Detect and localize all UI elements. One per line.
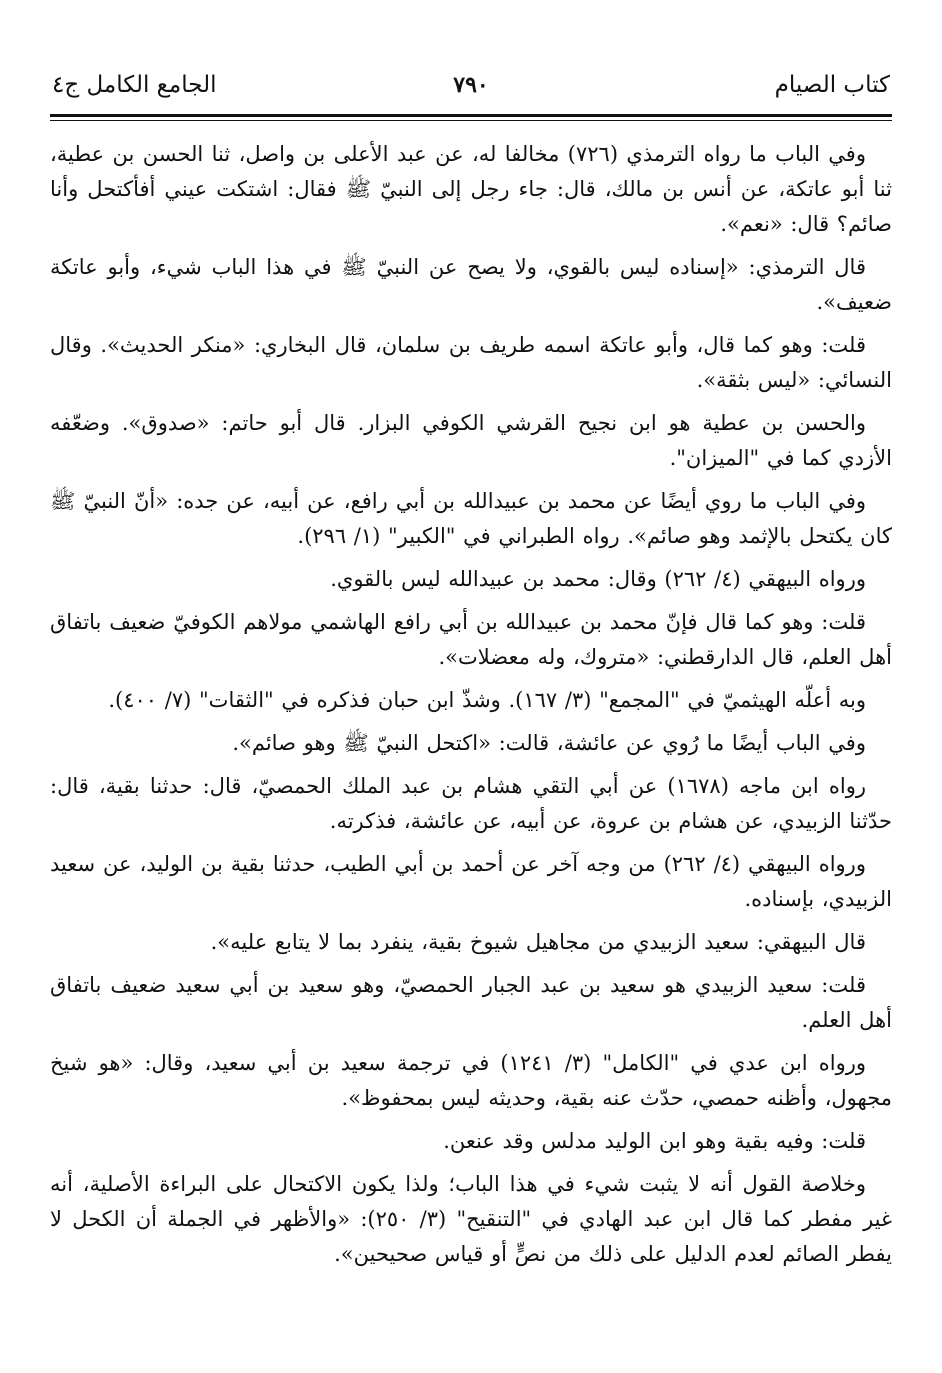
running-header — [50, 60, 892, 104]
book-title: كتاب الصيام — [774, 72, 890, 98]
paragraph: قلت: سعيد الزبيدي هو سعيد بن عبد الجبار الحمصيّ، وهو سعيد بن أبي سعيد ضعيف باتفاق أهل العلم. — [50, 973, 892, 1032]
header-rule-thick — [50, 114, 892, 117]
paragraph: قلت: وهو كما قال فإنّ محمد بن عبيدالله بن أبي رافع الهاشمي مولاهم الكوفيّ ضعيف باتفاق أهل العلم، قال الدارقطني: «متروك، وله معضلات». — [50, 610, 892, 669]
paragraph: ورواه البيهقي (٤/ ٢٦٢) من وجه آخر عن أحمد بن أبي الطيب، حدثنا بقية بن الوليد، عن سعيد الزبيدي، بإسناده. — [50, 852, 892, 911]
paragraph: قال الترمذي: «إسناده ليس بالقوي، ولا يصح عن النبيّ ﷺ في هذا الباب شيء، وأبو عاتكة ضعيف». — [50, 255, 892, 314]
header-rule-thin — [50, 120, 892, 121]
paragraph: قال البيهقي: سعيد الزبيدي من مجاهيل شيوخ بقية، ينفرد بما لا يتابع عليه». — [210, 930, 866, 954]
paragraph: ورواه البيهقي (٤/ ٢٦٢) وقال: محمد بن عبيدالله ليس بالقوي. — [330, 567, 866, 591]
paragraph: قلت: وفيه بقية وهو ابن الوليد مدلس وقد عنعن. — [443, 1129, 866, 1153]
paragraph: وفي الباب ما روي أيضًا عن محمد بن عبيدالله بن أبي رافع، عن أبيه، عن جده: «أنّ النبيّ ﷺ كان يكتحل بالإثمد وهو صائم». رواه الطبراني في "الكبير" (١/ ٢٩٦). — [50, 489, 892, 548]
series-title: الجامع الكامل ج٤ — [52, 72, 217, 98]
paragraph: وفي الباب ما رواه الترمذي (٧٢٦) مخالفا له، عن عبد الأعلى بن واصل، ثنا الحسن بن عطية، ثنا أبو عاتكة، عن أنس بن مالك، قال: جاء رجل إلى النبيّ ﷺ فقال: اشتكت عيني أفأكتحل وأنا صائم؟ قال: «نعم». — [50, 142, 892, 236]
page-body — [50, 137, 892, 1272]
paragraph: قلت: وهو كما قال، وأبو عاتكة اسمه طريف بن سلمان، قال البخاري: «منكر الحديث». وقال النسائي: «ليس بثقة». — [50, 333, 892, 392]
paragraph: وبه أعلّه الهيثميّ في "المجمع" (٣/ ١٦٧). وشذّ ابن حبان فذكره في "الثقات" (٧/ ٤٠٠). — [108, 688, 866, 712]
paragraph: ورواه ابن عدي في "الكامل" (٣/ ١٢٤١) في ترجمة سعيد بن أبي سعيد، وقال: «هو شيخ مجهول، وأظنه حمصي، حدّث عنه بقية، وحديثه ليس بمحفوظ». — [50, 1051, 892, 1110]
page-number: ٧٩٠ — [453, 72, 489, 98]
paragraph: والحسن بن عطية هو ابن نجيح القرشي الكوفي البزار. قال أبو حاتم: «صدوق». وضعّفه الأزدي كما في "الميزان". — [50, 411, 892, 470]
book-page — [50, 60, 892, 1280]
paragraph: رواه ابن ماجه (١٦٧٨) عن أبي التقي هشام بن عبد الملك الحمصيّ، قال: حدثنا بقية، قال: حدّثنا الزبيدي، عن هشام بن عروة، عن أبيه، عن عائشة، فذكرته. — [50, 774, 892, 833]
paragraph: وخلاصة القول أنه لا يثبت شيء في هذا الباب؛ ولذا يكون الاكتحال على البراءة الأصلية، أنه غير مفطر كما قال ابن عبد الهادي في "التنقيح" (٣/ ٢٥٠): «والأظهر في الجملة أن الكحل لا يفطر الصائم لعدم الدليل على ذلك من نصٍّ أو قياس صحيحين». — [50, 1172, 892, 1266]
paragraph: وفي الباب أيضًا ما رُوي عن عائشة، قالت: «اكتحل النبيّ ﷺ وهو صائم». — [232, 731, 866, 755]
